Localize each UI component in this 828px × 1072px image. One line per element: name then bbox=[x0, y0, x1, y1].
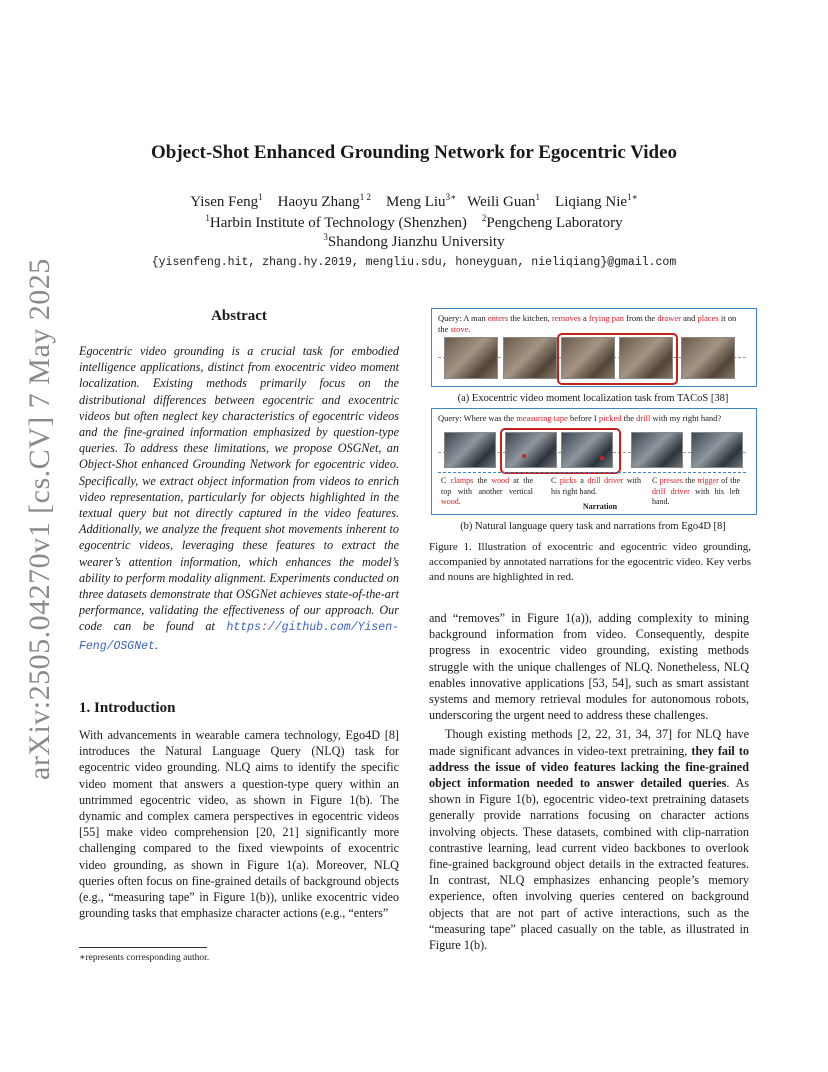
video-frame bbox=[503, 337, 557, 379]
narr-noun: wood bbox=[491, 476, 510, 485]
narr-text: with his left hand. bbox=[652, 486, 741, 506]
narr-text: the bbox=[473, 476, 492, 485]
narr-text: . bbox=[458, 497, 461, 506]
body-text: . As shown in Figure 1(b), egocentric video-text pretraining datasets generally provide narrations focusing on character actions involving objects. These datasets, combined with clip-narration contrastive learning, lead current video backbones to overlook fine-grained background object details in the extracted features. In contrast, NLQ emphasizes enhancing people’s memory experience, often involving queries centered on background objects that are not part of active interactions, such as the “measuring tape” placed casually on the table, as illustrated in Figure 1(b). bbox=[429, 776, 749, 953]
keyword: removes bbox=[552, 313, 581, 323]
aff-sup: 3 bbox=[323, 232, 328, 242]
keyword: places bbox=[697, 313, 719, 323]
narration-item bbox=[551, 476, 641, 497]
author: Haoyu Zhang bbox=[277, 194, 360, 210]
author: Liqiang Nie bbox=[555, 194, 628, 210]
narr-text: the bbox=[682, 476, 698, 485]
right-column-text bbox=[429, 610, 749, 953]
query-text: with my right hand? bbox=[650, 413, 722, 423]
narr-text: with his right hand. bbox=[551, 476, 641, 496]
video-frame bbox=[681, 337, 735, 379]
author: Weili Guan bbox=[467, 194, 536, 210]
author-sup: 1 bbox=[535, 192, 541, 202]
author: Meng Liu bbox=[385, 194, 446, 210]
affiliation-line bbox=[0, 213, 828, 232]
figure-a-query bbox=[438, 313, 748, 335]
query-text: from the bbox=[624, 313, 658, 323]
author-emails: {yisenfeng.hit, zhang.hy.2019, mengliu.sdu, honeyguan, nieliqiang}@gmail.com bbox=[151, 256, 677, 269]
narration-item bbox=[652, 476, 740, 508]
video-frame bbox=[691, 432, 743, 468]
affiliation: Harbin Institute of Technology (Shenzhen) bbox=[209, 215, 467, 231]
author-sup: 1 bbox=[258, 192, 263, 202]
query-text: before I bbox=[567, 413, 599, 423]
video-frame bbox=[444, 432, 496, 468]
narr-noun: wood bbox=[441, 497, 459, 506]
author-list bbox=[0, 192, 828, 211]
video-frame bbox=[631, 432, 683, 468]
query-text: the kitchen, bbox=[508, 313, 553, 323]
query-text: Query: A man bbox=[438, 313, 488, 323]
footnote: ∗represents corresponding author. bbox=[79, 953, 210, 963]
author: Yisen Feng bbox=[190, 194, 259, 210]
affiliation: Shandong Jianzhu University bbox=[327, 234, 505, 250]
intro-paragraph: With advancements in wearable camera technology, Ego4D [8] introduces the Natural Language Query (NLQ) task for egocentric video grounding. NLQ aims to identify the specific video moment that answers a question-type query within an untrimmed egocentric video, as shown in Figure 1(b). The dynamic and complex camera perspectives in egocentric videos [55] make video comprehension [20, 21] significantly more challenging compared to the fixed viewpoints of exocentric video grounding, as shown in Figure 1(a). Moreover, NLQ queries often focus on fine-grained details of background objects (e.g., “measuring tape” in Figure 1(b)), unlike exocentric video grounding tasks that emphasize character actions (e.g., “enters” bbox=[79, 728, 399, 921]
figure-a-caption: (a) Exocentric video moment localization task from TACoS [38] bbox=[457, 393, 729, 404]
keyword: drawer bbox=[657, 313, 681, 323]
footnote-rule bbox=[79, 947, 207, 948]
abstract-heading: Abstract bbox=[211, 308, 267, 324]
query-text: and bbox=[680, 313, 698, 323]
narration-label: Narration bbox=[582, 502, 618, 511]
author-sup: 3∗ bbox=[445, 192, 457, 202]
narr-verb: picks bbox=[559, 476, 577, 485]
figure-b-caption: (b) Natural language query task and narrations from Ego4D [8] bbox=[460, 521, 726, 532]
keyword: picked bbox=[598, 413, 622, 423]
query-text: it on the bbox=[438, 313, 737, 334]
keyword: frying pan bbox=[588, 313, 625, 323]
narr-text: a bbox=[576, 476, 588, 485]
author-sup: 1∗ bbox=[627, 192, 638, 202]
keyword: stove bbox=[450, 324, 469, 334]
narr-text: C bbox=[652, 476, 660, 485]
query-text: the bbox=[621, 413, 637, 423]
paper-title: Object-Shot Enhanced Grounding Network for Egocentric Video bbox=[150, 142, 678, 163]
affiliation: Pengcheng Laboratory bbox=[486, 215, 623, 231]
affiliation-line bbox=[0, 232, 828, 251]
narr-verb: clamps bbox=[450, 476, 474, 485]
author-sup: 1 2 bbox=[359, 192, 371, 202]
body-bold-text: they fail to address the issue of video features lacking the fine-grained object information needed to answer detailed queries bbox=[429, 743, 750, 791]
code-link[interactable]: https://github.com/Yisen-Feng/OSGNet bbox=[79, 621, 399, 653]
body-paragraph: and “removes” in Figure 1(a)), adding complexity to mining background information from video. Consequently, despite progress in exocentric video grounding, existing methods struggle with the unique challenges of NLQ. Nonetheless, NLQ enables innovative applications [53, 54], such as smart assistant systems and memory retrieval modules for autonomous robots, underscoring the urgent need to address these challenges. bbox=[429, 611, 749, 723]
section-heading-introduction: 1. Introduction bbox=[79, 700, 176, 716]
figure-b-query bbox=[438, 413, 748, 423]
narr-text: C bbox=[551, 476, 560, 485]
arxiv-stamp: arXiv:2505.04270v1 [cs.CV] 7 May 2025 bbox=[23, 258, 56, 780]
query-text: Query: Where was the bbox=[438, 413, 517, 423]
figure-caption: Figure 1. Illustration of exocentric and egocentric video grounding, accompanied by annotated narrations for the egocentric video. Key verbs and nouns are highlighted in red. bbox=[429, 541, 751, 584]
abstract-text bbox=[79, 343, 399, 655]
object-marker bbox=[600, 456, 604, 460]
narr-text: C bbox=[441, 476, 451, 485]
narration-timeline bbox=[438, 472, 746, 473]
narr-text: at the top with another vertical bbox=[441, 476, 533, 496]
keyword: measuring tape bbox=[516, 413, 568, 423]
abstract-body-text: Egocentric video grounding is a crucial task for embodied intelligence applications, distinct from exocentric video moment localization. Existing methods primarily focus on the distributional differences between egocentric and exocentric videos but often neglect key characteristics of egocentric videos and the fine-grained information emphasized by question-type queries. To address these limitations, we propose OSGNet, an Object-Shot enhanced Grounding Network for egocentric video. Specifically, we extract object information from videos to enrich video representation, particularly for objects highlighted in the textual query but not directly captured in the video features. Additionally, we analyze the frequent shot movements inherent to egocentric videos, leveraging these features to extract the wearer’s attention information, which enhances the model’s ability to perform modality alignment. Experiments conducted on three datasets demonstrate that OSGNet achieves state-of-the-art performance, validating the effectiveness of our approach. Our code can be found at bbox=[79, 344, 399, 634]
keyword: enters bbox=[487, 313, 509, 323]
narration-item bbox=[441, 476, 533, 508]
query-text: . bbox=[468, 324, 471, 334]
narr-noun: drill driver bbox=[587, 476, 624, 485]
aff-sup: 2 bbox=[481, 213, 487, 223]
narr-noun: trigger bbox=[697, 476, 719, 485]
keyword: drill bbox=[636, 413, 651, 423]
object-marker bbox=[522, 454, 526, 458]
grounded-moment-box bbox=[557, 333, 678, 385]
grounded-moment-box bbox=[500, 428, 621, 474]
narr-verb: presses bbox=[659, 476, 683, 485]
narr-text: of the bbox=[718, 476, 741, 485]
body-paragraph bbox=[429, 726, 749, 953]
query-text: a bbox=[580, 313, 589, 323]
abstract-end: . bbox=[154, 637, 158, 652]
video-frame bbox=[444, 337, 498, 379]
body-text: Though existing methods [2, 22, 31, 34, 37] for NLQ have made significant advances in video-text pretraining, bbox=[429, 727, 749, 758]
aff-sup: 1 bbox=[205, 213, 210, 223]
narr-noun: drill driver bbox=[652, 486, 690, 496]
